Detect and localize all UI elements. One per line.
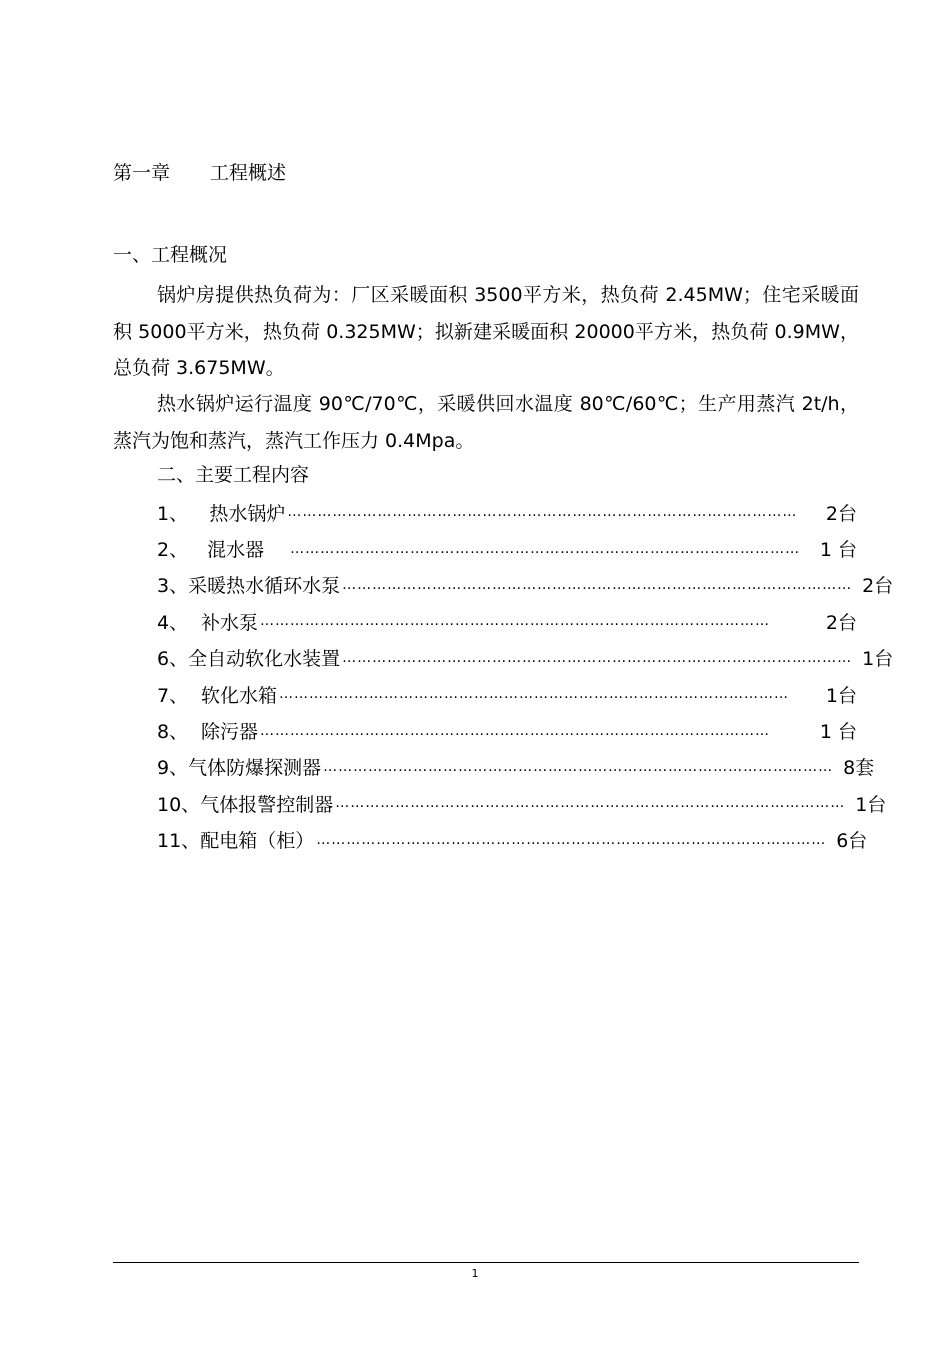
list-item	[157, 494, 857, 530]
item-number: 3、	[157, 575, 189, 598]
item-name: 补水泵	[201, 611, 259, 634]
chapter-heading	[113, 158, 286, 185]
item-name: 全自动软化水装置	[188, 648, 341, 671]
item-name: 气体防爆探测器	[188, 757, 322, 780]
leader-dots: …………………………………………………………………………………………	[316, 831, 827, 848]
leader-dots: …………………………………………………………………………………………	[290, 540, 801, 557]
item-quantity: 2台	[825, 502, 857, 525]
leader-dots: …………………………………………………………………………………………	[342, 576, 853, 593]
item-quantity: 1 台	[819, 721, 857, 744]
item-number: 2、	[157, 539, 189, 562]
item-quantity: 2台	[825, 611, 857, 634]
item-number: 9、	[157, 757, 189, 780]
item-number: 6、	[157, 648, 189, 671]
footer-divider	[113, 1262, 859, 1263]
leader-dots: …………………………………………………………………………………………	[260, 722, 771, 739]
leader-dots: …………………………………………………………………………………………	[323, 758, 834, 775]
list-item	[157, 822, 868, 858]
paragraph-boiler-temperature: 热水锅炉运行温度 90℃/70℃，采暖供回水温度 80℃/60℃；生产用蒸汽 2t/h，蒸汽为饱和蒸汽，蒸汽工作压力 0.4Mpa。	[113, 393, 859, 452]
leader-dots: …………………………………………………………………………………………	[342, 649, 853, 666]
leader-dots: …………………………………………………………………………………………	[279, 686, 790, 703]
list-item	[157, 676, 857, 712]
item-name: 配电箱（柜）	[200, 830, 315, 853]
chapter-title: 工程概述	[210, 162, 287, 184]
item-number: 4、	[157, 611, 189, 634]
leader-dots: …………………………………………………………………………………………	[287, 504, 798, 521]
equipment-list	[157, 494, 894, 858]
chapter-label: 第一章	[113, 162, 171, 184]
item-quantity: 1台	[862, 648, 894, 671]
list-item	[157, 603, 857, 639]
item-name: 除污器	[201, 721, 259, 744]
list-item	[157, 712, 857, 748]
item-name: 软化水箱	[201, 684, 278, 707]
list-item	[157, 530, 857, 566]
item-quantity: 1台	[855, 793, 887, 816]
paragraph-heat-load: 锅炉房提供热负荷为：厂区采暖面积 3500平方米，热负荷 2.45MW；住宅采暖面积 5000平方米，热负荷 0.325MW；拟新建采暖面积 20000平方米，热负荷 0.9MW，总负荷 3.675MW。	[113, 284, 859, 379]
item-number: 10、	[157, 793, 201, 816]
section-heading-main-works: 二、主要工程内容	[157, 464, 310, 486]
leader-dots: …………………………………………………………………………………………	[335, 795, 846, 812]
item-quantity: 1台	[825, 684, 857, 707]
leader-dots: …………………………………………………………………………………………	[260, 613, 771, 630]
item-name: 气体报警控制器	[200, 793, 334, 816]
list-item	[157, 567, 894, 603]
item-quantity: 2台	[862, 575, 894, 598]
item-name: 采暖热水循环水泵	[188, 575, 341, 598]
item-number: 11、	[157, 830, 201, 853]
item-number: 7、	[157, 684, 189, 707]
list-item	[157, 640, 894, 676]
item-quantity: 1 台	[819, 539, 857, 562]
item-quantity: 8套	[843, 757, 875, 780]
item-quantity: 6台	[836, 830, 868, 853]
list-item	[157, 785, 887, 821]
page-number: 1	[471, 1267, 479, 1280]
item-number: 1、	[157, 502, 189, 525]
section-heading-overview: 一、工程概况	[113, 244, 228, 266]
item-name: 热水锅炉	[209, 502, 286, 525]
item-number: 8、	[157, 721, 189, 744]
item-name: 混水器	[207, 539, 265, 562]
list-item	[157, 749, 875, 785]
